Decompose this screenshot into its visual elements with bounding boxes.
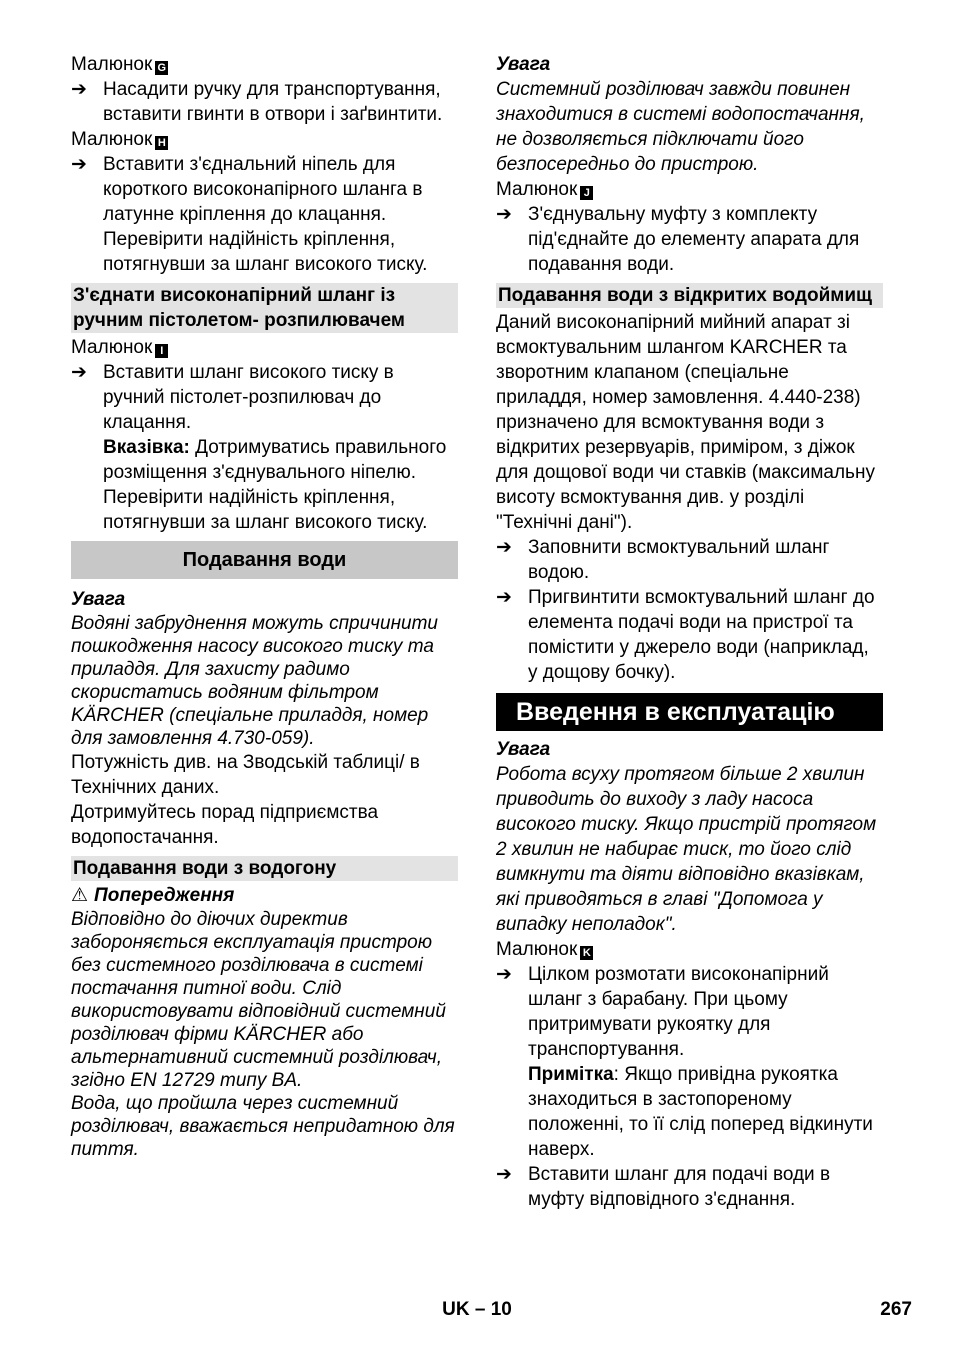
figure-ref-g: Малюнок G — [71, 52, 458, 77]
arrow-icon: ➔ — [496, 1164, 512, 1185]
step-attach-handle: ➔ Насадити ручку для транспортування, вставити гвинти в отвори і заґвинтити. — [71, 79, 443, 125]
step-screw-hose: ➔ Пригвинтити всмоктувальний шланг до елемента подачі води на пристрої та помістити у джерело води (наприклад, у дощову бочку). — [496, 587, 875, 683]
page-label: UK – 10 — [442, 1299, 512, 1320]
figure-letter-i: I — [155, 344, 168, 358]
arrow-icon: ➔ — [71, 79, 87, 100]
open-water-text: Даний високонапірний мийний апарат зі всмоктувальним шлангом KARCHER та зворотним клапаном (спеціальне приладдя, номер замовлення. 4.440-238) призначено для всмоктування води з відкритих резервуарів, приміром, з діжок для дощової води чи ставків (максимальну висоту всмоктування див. у розділі "Технічні дані"). — [496, 312, 875, 533]
advice-text: Дотримуйтесь порад підприємства водопостачання. — [71, 802, 379, 848]
figure-ref-j: Малюнок J — [496, 177, 883, 202]
power-text: Потужність див. на Зводській таблиці/ в Технічних даних. — [71, 752, 420, 798]
figure-letter-j: J — [580, 186, 593, 200]
arrow-icon: ➔ — [496, 964, 512, 985]
caution-label-right: Увага — [496, 54, 551, 75]
step-unwind-hose: ➔ Цілком розмотати високонапірний шланг з барабану. При цьому притримувати рукоятку для транспортування. Примітка: Якщо привідна рукоятка знаходиться в застопореному положенні, то її слід поперед відкинути наверх. — [496, 962, 883, 1162]
arrow-icon: ➔ — [496, 587, 512, 608]
caution-text-dry-run: Робота всуху протягом більше 2 хвилин приводить до виходу з ладу насоса високого тиску. Якщо пристрій протягом 2 хвилин не набирає тиск, то його слід вимкнути та діяти відповідно вказівкам, які приводяться в главі "Допомога у випадку неполадок". — [496, 764, 877, 935]
step-insert-supply-hose: ➔ Вставити шланг для подачі води в муфту відповідного з'єднання. — [496, 1164, 831, 1210]
right-column — [496, 52, 883, 1212]
heading-open-water: Подавання води з відкритих водоймищ — [496, 283, 883, 308]
caution-text: Водяні забруднення можуть спричинити пошкодження насосу високого тиску та приладдя. Для захисту радимо скористатись водяним фільтром KÄRCHER (спеціальне приладдя, номер для замовлення 4.730-059). — [71, 613, 438, 749]
warning-heading: ⚠ Попередження — [71, 885, 235, 906]
caution-text-right: Системний розділювач завжди повинен знаходитися в системі водопостачання, не дозволяється підключати його безпосередньо до пристрою. — [496, 79, 865, 175]
warning-text-2: Вода, що пройшла через системний розділювач, вважається непридатною для пиття. — [71, 1093, 455, 1160]
note-handle: Примітка: Якщо привідна рукоятка знаходиться в застопореному положенні, то її слід поперед відкинути наверх. — [528, 1064, 873, 1160]
left-column — [71, 52, 458, 1161]
step-connect-coupling: ➔ З'єднувальну муфту з комплекту під'єднайте до елементу апарата для подавання води. — [496, 204, 860, 275]
page-number: 267 — [880, 1299, 912, 1320]
arrow-icon: ➔ — [71, 154, 87, 175]
caution-label-dry-run: Увага — [496, 739, 551, 760]
step-fill-hose: ➔ Заповнити всмоктувальний шланг водою. — [496, 537, 830, 583]
caution-label: Увага — [71, 589, 126, 610]
arrow-icon: ➔ — [71, 362, 87, 383]
figure-letter-k: K — [580, 946, 593, 960]
warning-text: Відповідно до діючих директив забороняється експлуатація пристрою без системного розділювача в системі постачання питної води. Слід використовувати відповідний системний розділювач фірми KÄRCHER або альтернативний системний розділювач, згідно EN 12729 типу BA. — [71, 909, 446, 1091]
chapter-title: Введення в експлуатацію — [496, 693, 883, 731]
figure-ref-h: Малюнок H — [71, 127, 458, 152]
step-insert-nipple: ➔ Вставити з'єднальний ніпель для короткого високонапірного шланга в латунне кріплення до клацання. Перевірити надійність кріплення, потягнувши за шланг високого тиску. — [71, 154, 428, 275]
step-insert-hose-gun: ➔ Вставити шланг високого тиску в ручний пістолет-розпилювач до клацання. Вказівка: Дотримуватись правильного розміщення з'єднувального ніпелю. Перевірити надійність кріплення, потягнувши за шланг високого тиску. — [71, 360, 458, 535]
figure-ref-i: Малюнок I — [71, 335, 458, 360]
arrow-icon: ➔ — [496, 537, 512, 558]
figure-letter-h: H — [155, 136, 168, 150]
note-nipple: Вказівка: Дотримуватись правильного розміщення з'єднувального ніпелю. — [103, 437, 447, 483]
heading-connect-hose: З'єднати високонапірний шланг із ручним пістолетом- розпилювачем — [71, 283, 458, 333]
figure-letter-g: G — [155, 61, 168, 75]
arrow-icon: ➔ — [496, 204, 512, 225]
heading-mains-water: Подавання води з водогону — [71, 856, 458, 881]
section-water-supply: Подавання води — [71, 541, 458, 579]
figure-ref-k: Малюнок K — [496, 937, 883, 962]
warning-triangle-icon: ⚠ — [71, 885, 89, 906]
